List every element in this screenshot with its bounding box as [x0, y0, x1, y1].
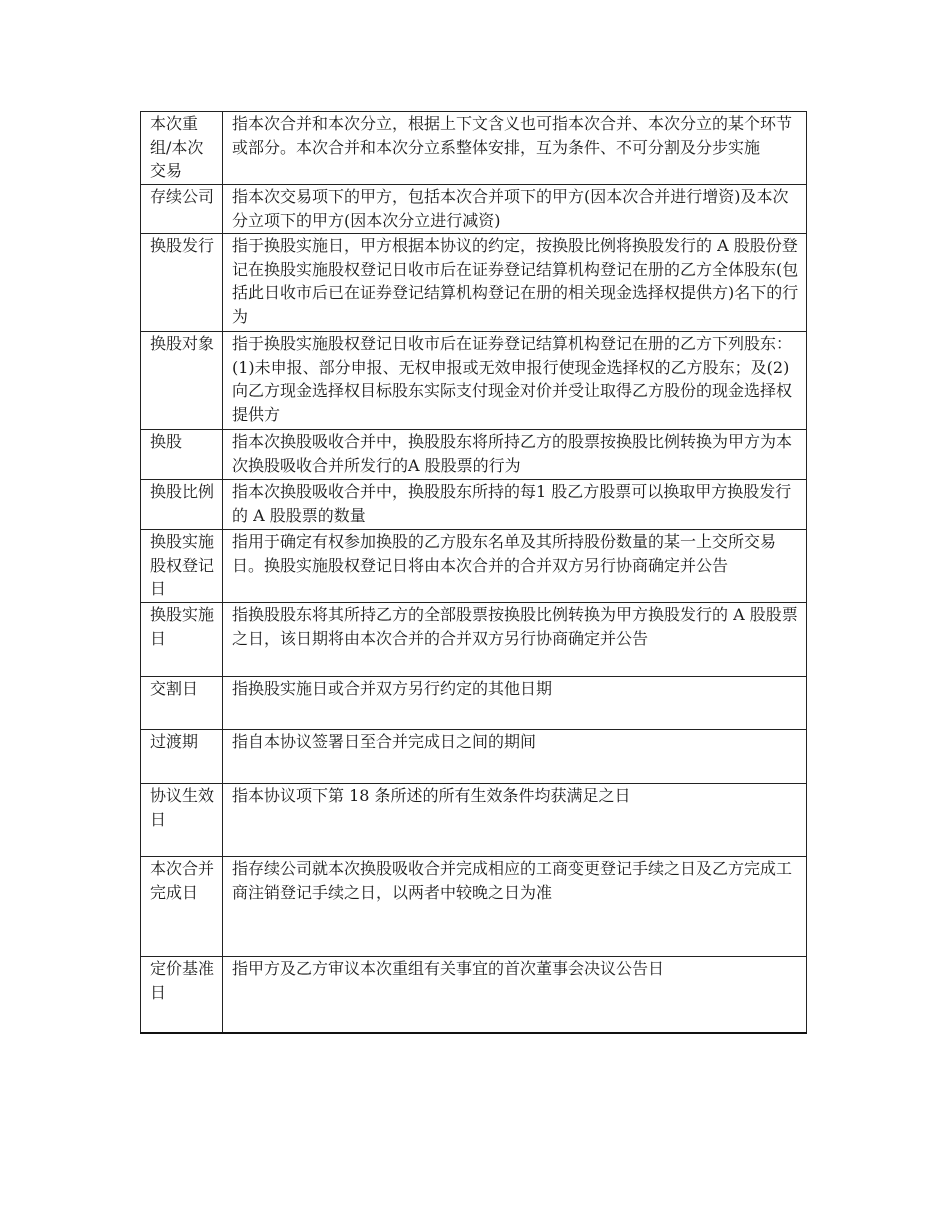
- definition-cell: 指甲方及乙方审议本次重组有关事宜的首次董事会决议公告日: [223, 957, 807, 1033]
- term-cell: 换股比例: [141, 480, 223, 530]
- table-row: [141, 730, 807, 784]
- definition-cell: 指本协议项下第 18 条所述的所有生效条件均获满足之日: [223, 784, 807, 857]
- term-cell: 存续公司: [141, 185, 223, 234]
- term-cell: 换股: [141, 430, 223, 480]
- term-cell: 本次合并完成日: [141, 857, 223, 957]
- table-row: [141, 957, 807, 1033]
- definition-cell: 指换股实施日或合并双方另行约定的其他日期: [223, 677, 807, 730]
- table-row: [141, 857, 807, 957]
- definitions-table: [140, 111, 807, 1034]
- term-cell: 换股发行: [141, 234, 223, 332]
- definition-cell: 指本次换股吸收合并中，换股股东所持的每1 股乙方股票可以换取甲方换股发行的 A 股股票的数量: [223, 480, 807, 530]
- table-row: [141, 784, 807, 857]
- term-cell: 换股实施股权登记日: [141, 530, 223, 603]
- definition-cell: 指本次合并和本次分立，根据上下文含义也可指本次合并、本次分立的某个环节或部分。本次合并和本次分立系整体安排，互为条件、不可分割及分步实施: [223, 112, 807, 185]
- table-row: [141, 603, 807, 677]
- table-row: [141, 185, 807, 234]
- term-cell: 换股实施日: [141, 603, 223, 677]
- definition-cell: 指于换股实施日，甲方根据本协议的约定，按换股比例将换股发行的 A 股股份登记在换股实施股权登记日收市后在证券登记结算机构登记在册的乙方全体股东(包括此日收市后已在证券登记结算机构登记在册的相关现金选择权提供方)名下的行为: [223, 234, 807, 332]
- term-cell: 过渡期: [141, 730, 223, 784]
- table-row: [141, 234, 807, 332]
- definition-cell: 指换股股东将其所持乙方的全部股票按换股比例转换为甲方换股发行的 A 股股票之日，该日期将由本次合并的合并双方另行协商确定并公告: [223, 603, 807, 677]
- definition-cell: 指自本协议签署日至合并完成日之间的期间: [223, 730, 807, 784]
- table-row: [141, 112, 807, 185]
- definition-cell: 指本次交易项下的甲方，包括本次合并项下的甲方(因本次合并进行增资)及本次分立项下的甲方(因本次分立进行减资): [223, 185, 807, 234]
- definition-cell: 指用于确定有权参加换股的乙方股东名单及其所持股份数量的某一上交所交易日。换股实施股权登记日将由本次合并的合并双方另行协商确定并公告: [223, 530, 807, 603]
- table-row: [141, 677, 807, 730]
- term-cell: 换股对象: [141, 332, 223, 430]
- term-cell: 定价基准日: [141, 957, 223, 1033]
- definition-cell: 指存续公司就本次换股吸收合并完成相应的工商变更登记手续之日及乙方完成工商注销登记手续之日，以两者中较晚之日为准: [223, 857, 807, 957]
- table-row: [141, 430, 807, 480]
- table-row: [141, 530, 807, 603]
- term-cell: 交割日: [141, 677, 223, 730]
- table-row: [141, 332, 807, 430]
- table-row: [141, 480, 807, 530]
- term-cell: 协议生效日: [141, 784, 223, 857]
- term-cell: 本次重组/本次交易: [141, 112, 223, 185]
- definition-cell: 指本次换股吸收合并中，换股股东将所持乙方的股票按换股比例转换为甲方为本次换股吸收合并所发行的A 股股票的行为: [223, 430, 807, 480]
- definition-cell: 指于换股实施股权登记日收市后在证券登记结算机构登记在册的乙方下列股东：(1)未申报、部分申报、无权申报或无效申报行使现金选择权的乙方股东；及(2)向乙方现金选择权目标股东实际支付现金对价并受让取得乙方股份的现金选择权提供方: [223, 332, 807, 430]
